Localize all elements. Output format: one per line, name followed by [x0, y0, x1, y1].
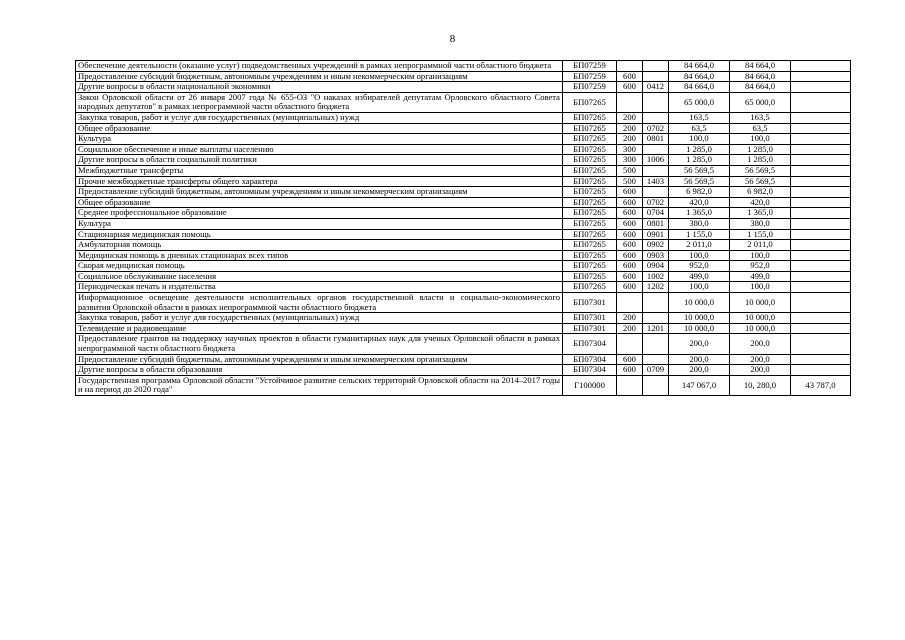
- table-row: [76, 92, 851, 112]
- row-name-cell: Другие вопросы в области национальной экономики: [76, 82, 563, 93]
- row-code-cell: БП07265: [563, 92, 617, 112]
- table-row: [76, 71, 851, 82]
- row-amount-2-cell: 6 982,0: [730, 187, 791, 198]
- row-name-cell: Закон Орловской области от 26 января 2007 года № 655-ОЗ "О наказах избирателей депутатам Орловского областного Совета народных депутатов" в рамках непрограммной части областного бюджета: [76, 92, 563, 112]
- row-section-cell: [643, 313, 669, 324]
- row-amount-1-cell: 147 067,0: [669, 375, 730, 395]
- row-amount-2-cell: 100,0: [730, 250, 791, 261]
- row-amount-3-cell: [791, 187, 851, 198]
- row-amount-2-cell: 100,0: [730, 134, 791, 145]
- row-expense-type-cell: [617, 334, 643, 354]
- table-row: [76, 176, 851, 187]
- row-expense-type-cell: [617, 293, 643, 313]
- row-amount-1-cell: 84 664,0: [669, 61, 730, 72]
- row-section-cell: [643, 61, 669, 72]
- row-expense-type-cell: [617, 92, 643, 112]
- row-expense-type-cell: 600: [617, 271, 643, 282]
- budget-table: [75, 60, 851, 396]
- row-amount-2-cell: 499,0: [730, 271, 791, 282]
- table-row: [76, 293, 851, 313]
- row-amount-2-cell: 10 000,0: [730, 323, 791, 334]
- row-amount-1-cell: 200,0: [669, 334, 730, 354]
- row-code-cell: БП07265: [563, 155, 617, 166]
- row-name-cell: Социальное обслуживание населения: [76, 271, 563, 282]
- row-name-cell: Амбулаторная помощь: [76, 240, 563, 251]
- row-amount-2-cell: 200,0: [730, 354, 791, 365]
- row-amount-3-cell: [791, 218, 851, 229]
- row-amount-2-cell: 2 011,0: [730, 240, 791, 251]
- table-row: [76, 334, 851, 354]
- row-expense-type-cell: 200: [617, 123, 643, 134]
- table-row: [76, 250, 851, 261]
- table-row: [76, 123, 851, 134]
- row-section-cell: [643, 293, 669, 313]
- row-name-cell: Стационарная медицинская помощь: [76, 229, 563, 240]
- table-row: [76, 112, 851, 123]
- row-amount-2-cell: 200,0: [730, 334, 791, 354]
- row-amount-3-cell: [791, 282, 851, 293]
- row-code-cell: БП07265: [563, 229, 617, 240]
- row-amount-3-cell: 43 787,0: [791, 375, 851, 395]
- budget-table-body: [76, 61, 851, 396]
- row-code-cell: БП07265: [563, 250, 617, 261]
- row-amount-2-cell: 56 569,5: [730, 176, 791, 187]
- table-row: [76, 218, 851, 229]
- row-amount-3-cell: [791, 123, 851, 134]
- row-amount-1-cell: 200,0: [669, 365, 730, 376]
- row-amount-1-cell: 1 285,0: [669, 155, 730, 166]
- row-expense-type-cell: 600: [617, 354, 643, 365]
- row-amount-1-cell: 1 285,0: [669, 144, 730, 155]
- row-amount-3-cell: [791, 271, 851, 282]
- row-name-cell: Закупка товаров, работ и услуг для государственных (муниципальных) нужд: [76, 313, 563, 324]
- row-expense-type-cell: 200: [617, 313, 643, 324]
- row-expense-type-cell: 600: [617, 240, 643, 251]
- row-name-cell: Предоставление субсидий бюджетным, автономным учреждениям и иным некоммерческим организациям: [76, 354, 563, 365]
- row-section-cell: 0801: [643, 218, 669, 229]
- row-section-cell: [643, 334, 669, 354]
- row-amount-3-cell: [791, 365, 851, 376]
- row-amount-2-cell: 56 569,5: [730, 165, 791, 176]
- row-section-cell: 1202: [643, 282, 669, 293]
- row-section-cell: [643, 165, 669, 176]
- table-row: [76, 365, 851, 376]
- row-expense-type-cell: 600: [617, 218, 643, 229]
- row-expense-type-cell: 500: [617, 176, 643, 187]
- row-code-cell: БП07259: [563, 71, 617, 82]
- row-expense-type-cell: 600: [617, 208, 643, 219]
- row-amount-3-cell: [791, 82, 851, 93]
- row-name-cell: Общее образование: [76, 123, 563, 134]
- table-row: [76, 134, 851, 145]
- row-expense-type-cell: 200: [617, 134, 643, 145]
- row-expense-type-cell: 200: [617, 323, 643, 334]
- row-amount-2-cell: 84 664,0: [730, 71, 791, 82]
- row-name-cell: Предоставление грантов на поддержку научных проектов в области гуманитарных наук для ученых Орловской области в рамках непрограммной части областного бюджета: [76, 334, 563, 354]
- row-amount-3-cell: [791, 323, 851, 334]
- row-section-cell: 0903: [643, 250, 669, 261]
- row-amount-2-cell: 420,0: [730, 197, 791, 208]
- row-section-cell: 1201: [643, 323, 669, 334]
- row-amount-3-cell: [791, 71, 851, 82]
- row-name-cell: Государственная программа Орловской области "Устойчивое развитие сельских территорий Орловской области на 2014–2017 годы и на период до 2020 года": [76, 375, 563, 395]
- row-amount-2-cell: 100,0: [730, 282, 791, 293]
- row-code-cell: БП07265: [563, 218, 617, 229]
- row-code-cell: БП07265: [563, 282, 617, 293]
- row-name-cell: Общее образование: [76, 197, 563, 208]
- row-name-cell: Другие вопросы в области социальной политики: [76, 155, 563, 166]
- row-section-cell: 0704: [643, 208, 669, 219]
- table-row: [76, 187, 851, 198]
- row-amount-2-cell: 1 285,0: [730, 155, 791, 166]
- row-section-cell: 1403: [643, 176, 669, 187]
- row-name-cell: Скорая медицинская помощь: [76, 261, 563, 272]
- row-section-cell: 1002: [643, 271, 669, 282]
- row-amount-1-cell: 56 569,5: [669, 176, 730, 187]
- row-name-cell: Среднее профессиональное образование: [76, 208, 563, 219]
- row-amount-2-cell: 84 664,0: [730, 61, 791, 72]
- row-name-cell: Культура: [76, 134, 563, 145]
- row-code-cell: БП07265: [563, 134, 617, 145]
- row-amount-2-cell: 1 155,0: [730, 229, 791, 240]
- row-amount-3-cell: [791, 250, 851, 261]
- row-name-cell: Прочие межбюджетные трансферты общего характера: [76, 176, 563, 187]
- row-amount-2-cell: 63,5: [730, 123, 791, 134]
- table-row: [76, 165, 851, 176]
- row-name-cell: Культура: [76, 218, 563, 229]
- row-name-cell: Периодическая печать и издательства: [76, 282, 563, 293]
- row-amount-1-cell: 100,0: [669, 282, 730, 293]
- row-section-cell: [643, 375, 669, 395]
- row-name-cell: Медицинская помощь в дневных стационарах всех типов: [76, 250, 563, 261]
- table-row: [76, 313, 851, 324]
- row-amount-3-cell: [791, 261, 851, 272]
- row-section-cell: 0801: [643, 134, 669, 145]
- row-section-cell: [643, 112, 669, 123]
- table-row: [76, 282, 851, 293]
- row-amount-2-cell: 1 365,0: [730, 208, 791, 219]
- row-amount-1-cell: 10 000,0: [669, 323, 730, 334]
- row-name-cell: Предоставление субсидий бюджетным, автономным учреждениям и иным некоммерческим организациям: [76, 187, 563, 198]
- row-amount-3-cell: [791, 92, 851, 112]
- row-amount-1-cell: 952,0: [669, 261, 730, 272]
- row-section-cell: 0702: [643, 197, 669, 208]
- row-amount-3-cell: [791, 334, 851, 354]
- row-section-cell: 0904: [643, 261, 669, 272]
- row-amount-3-cell: [791, 208, 851, 219]
- row-amount-2-cell: 10 000,0: [730, 293, 791, 313]
- table-row: [76, 271, 851, 282]
- table-row: [76, 354, 851, 365]
- table-row: [76, 323, 851, 334]
- row-code-cell: Г100000: [563, 375, 617, 395]
- row-amount-3-cell: [791, 197, 851, 208]
- row-amount-3-cell: [791, 165, 851, 176]
- row-amount-1-cell: 420,0: [669, 197, 730, 208]
- row-amount-2-cell: 1 285,0: [730, 144, 791, 155]
- row-amount-3-cell: [791, 176, 851, 187]
- row-code-cell: БП07265: [563, 240, 617, 251]
- row-amount-2-cell: 84 664,0: [730, 82, 791, 93]
- row-section-cell: [643, 354, 669, 365]
- row-amount-1-cell: 1 365,0: [669, 208, 730, 219]
- row-amount-1-cell: 65 000,0: [669, 92, 730, 112]
- table-row: [76, 82, 851, 93]
- row-amount-3-cell: [791, 155, 851, 166]
- row-code-cell: БП07265: [563, 123, 617, 134]
- row-section-cell: 0709: [643, 365, 669, 376]
- row-amount-1-cell: 63,5: [669, 123, 730, 134]
- row-amount-1-cell: 56 569,5: [669, 165, 730, 176]
- row-code-cell: БП07301: [563, 313, 617, 324]
- row-amount-1-cell: 380,0: [669, 218, 730, 229]
- row-code-cell: БП07259: [563, 61, 617, 72]
- row-amount-2-cell: 10 000,0: [730, 313, 791, 324]
- row-code-cell: БП07304: [563, 354, 617, 365]
- row-name-cell: Другие вопросы в области образования: [76, 365, 563, 376]
- row-amount-2-cell: 952,0: [730, 261, 791, 272]
- row-name-cell: Социальное обеспечение и иные выплаты населению: [76, 144, 563, 155]
- page-number: 8: [449, 33, 456, 45]
- row-code-cell: БП07304: [563, 365, 617, 376]
- row-section-cell: [643, 71, 669, 82]
- row-code-cell: БП07265: [563, 176, 617, 187]
- table-row: [76, 197, 851, 208]
- row-name-cell: Межбюджетные трансферты: [76, 165, 563, 176]
- row-amount-1-cell: 2 011,0: [669, 240, 730, 251]
- row-name-cell: Предоставление субсидий бюджетным, автономным учреждениям и иным некоммерческим организациям: [76, 71, 563, 82]
- row-code-cell: БП07265: [563, 261, 617, 272]
- row-amount-3-cell: [791, 112, 851, 123]
- row-expense-type-cell: 600: [617, 82, 643, 93]
- row-section-cell: [643, 144, 669, 155]
- row-code-cell: БП07265: [563, 144, 617, 155]
- row-section-cell: 0901: [643, 229, 669, 240]
- row-expense-type-cell: 200: [617, 112, 643, 123]
- row-amount-1-cell: 200,0: [669, 354, 730, 365]
- row-amount-3-cell: [791, 144, 851, 155]
- table-row: [76, 229, 851, 240]
- row-section-cell: [643, 187, 669, 198]
- row-section-cell: [643, 92, 669, 112]
- row-name-cell: Телевидение и радиовещание: [76, 323, 563, 334]
- row-expense-type-cell: 600: [617, 229, 643, 240]
- row-amount-3-cell: [791, 61, 851, 72]
- row-code-cell: БП07265: [563, 187, 617, 198]
- row-amount-2-cell: 380,0: [730, 218, 791, 229]
- table-row: [76, 375, 851, 395]
- row-expense-type-cell: 600: [617, 71, 643, 82]
- row-expense-type-cell: [617, 375, 643, 395]
- row-expense-type-cell: 600: [617, 261, 643, 272]
- row-amount-2-cell: 65 000,0: [730, 92, 791, 112]
- row-expense-type-cell: 300: [617, 144, 643, 155]
- row-section-cell: 1006: [643, 155, 669, 166]
- table-row: [76, 240, 851, 251]
- row-amount-1-cell: 10 000,0: [669, 313, 730, 324]
- row-amount-2-cell: 163,5: [730, 112, 791, 123]
- row-section-cell: 0902: [643, 240, 669, 251]
- row-amount-1-cell: 84 664,0: [669, 82, 730, 93]
- row-name-cell: Информационное освещение деятельности исполнительных органов государственной власти и социально-экономического развития Орловской области в рамках непрограммной части областного бюджета: [76, 293, 563, 313]
- row-expense-type-cell: 600: [617, 187, 643, 198]
- row-amount-1-cell: 84 664,0: [669, 71, 730, 82]
- row-amount-1-cell: 6 982,0: [669, 187, 730, 198]
- table-row: [76, 261, 851, 272]
- row-amount-1-cell: 10 000,0: [669, 293, 730, 313]
- row-expense-type-cell: 600: [617, 250, 643, 261]
- table-row: [76, 61, 851, 72]
- row-amount-2-cell: 200,0: [730, 365, 791, 376]
- row-code-cell: БП07259: [563, 82, 617, 93]
- row-amount-3-cell: [791, 229, 851, 240]
- row-code-cell: БП07265: [563, 165, 617, 176]
- row-amount-3-cell: [791, 293, 851, 313]
- row-expense-type-cell: 600: [617, 282, 643, 293]
- row-section-cell: 0702: [643, 123, 669, 134]
- row-amount-1-cell: 163,5: [669, 112, 730, 123]
- row-amount-1-cell: 100,0: [669, 134, 730, 145]
- row-section-cell: 0412: [643, 82, 669, 93]
- row-amount-3-cell: [791, 240, 851, 251]
- row-amount-2-cell: 10, 280,0: [730, 375, 791, 395]
- table-row: [76, 144, 851, 155]
- row-expense-type-cell: 600: [617, 197, 643, 208]
- row-amount-3-cell: [791, 354, 851, 365]
- row-code-cell: БП07265: [563, 271, 617, 282]
- row-name-cell: Закупка товаров, работ и услуг для государственных (муниципальных) нужд: [76, 112, 563, 123]
- row-code-cell: БП07304: [563, 334, 617, 354]
- row-amount-1-cell: 499,0: [669, 271, 730, 282]
- row-expense-type-cell: 600: [617, 365, 643, 376]
- row-code-cell: БП07265: [563, 208, 617, 219]
- row-expense-type-cell: 300: [617, 155, 643, 166]
- row-code-cell: БП07265: [563, 112, 617, 123]
- row-code-cell: БП07265: [563, 197, 617, 208]
- table-row: [76, 155, 851, 166]
- row-name-cell: Обеспечение деятельности (оказание услуг) подведомственных учреждений в рамках непрограммной части областного бюджета: [76, 61, 563, 72]
- row-code-cell: БП07301: [563, 323, 617, 334]
- row-amount-1-cell: 1 155,0: [669, 229, 730, 240]
- row-expense-type-cell: 500: [617, 165, 643, 176]
- row-expense-type-cell: [617, 61, 643, 72]
- row-amount-1-cell: 100,0: [669, 250, 730, 261]
- row-amount-3-cell: [791, 134, 851, 145]
- row-code-cell: БП07301: [563, 293, 617, 313]
- row-amount-3-cell: [791, 313, 851, 324]
- table-row: [76, 208, 851, 219]
